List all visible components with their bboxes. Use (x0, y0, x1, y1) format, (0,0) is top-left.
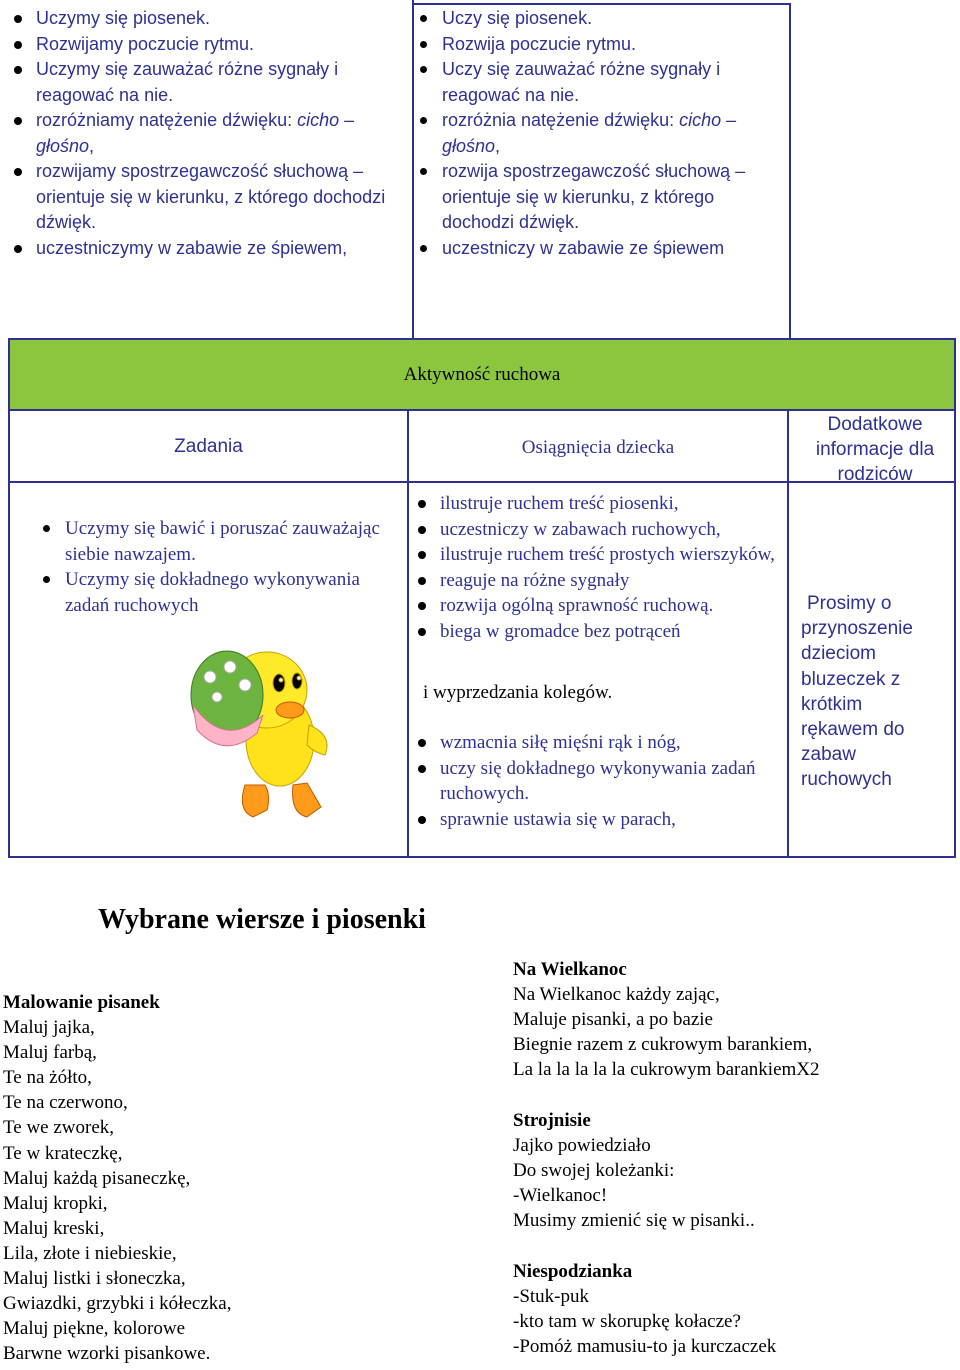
achievements-list (410, 491, 780, 644)
col-header-achievements: Osiągnięcia dziecka (521, 437, 675, 458)
poem-title: Niespodzianka (513, 1261, 633, 1282)
list-item: rozwijamy spostrzegawczość słuchową – orientuje się w kierunku, z którego dochodzi dźwięk. (6, 159, 386, 236)
achievements-list-2 (410, 730, 780, 832)
poem-title: Na Wielkanoc (513, 959, 627, 980)
list-item: rozwija ogólną sprawność ruchową. (410, 593, 780, 619)
poem-line: Te w krateczkę, (3, 1142, 123, 1164)
list-item: Uczymy się zauważać różne sygnały i reagować na nie. (6, 57, 386, 108)
poem-line: Te na czerwono, (3, 1092, 128, 1114)
list-item: Uczymy się piosenek. (6, 6, 386, 32)
list-item: Rozwijamy poczucie rytmu. (6, 32, 386, 58)
list-item: Uczymy się bawić i poruszać zauważając siebie nawzajem. (35, 516, 385, 567)
list-item: uczestniczy w zabawie ze śpiewem (412, 236, 782, 262)
list-item: Uczy się piosenek. (412, 6, 782, 32)
poem-line: Maluj kropki, (3, 1192, 108, 1214)
poem-line: Do swojej koleżanki: (513, 1160, 675, 1182)
poem-line: -Wielkanoc! (513, 1185, 608, 1207)
col-header-parents: Dodatkowe informacje dla rodziców (815, 414, 935, 485)
duckling-illustration (175, 635, 335, 830)
poem-line: Te we zworek, (3, 1117, 115, 1139)
poem-line: Biegnie razem z cukrowym barankiem, (513, 1034, 813, 1056)
poem-line: Te na żółto, (3, 1067, 92, 1089)
list-item: rozróżnia natężenie dźwięku: cicho – głośno, (412, 108, 782, 159)
poem-strojnisie (513, 1108, 953, 1233)
list-item: ilustruje ruchem treść prostych wierszyków, (410, 542, 780, 568)
poem-line: La la la la la la cukrowym barankiemX2 (513, 1059, 820, 1081)
activity-table (8, 338, 956, 858)
poem-line: -Pomóż mamusiu-to ja kurczaczek (513, 1336, 777, 1358)
list-item: rozwija spostrzegawczość słuchową – orientuje się w kierunku, z którego dochodzi dźwięk. (412, 159, 782, 236)
list-item: uczestniczy w zabawach ruchowych, (410, 517, 780, 543)
poem-line: Maluj kreski, (3, 1217, 105, 1239)
poem-niespodzianka (513, 1259, 953, 1359)
poem-line: Maluj jajka, (3, 1017, 95, 1039)
top-table (0, 0, 960, 338)
parents-info: Prosimy o przynoszenie dzieciom bluzeczek z krótkim rękawem do zabaw ruchowych (801, 593, 913, 791)
list-item: biega w gromadce bez potrąceń (410, 619, 780, 645)
poem-malowanie-pisanek (3, 990, 483, 1366)
poem-title: Strojnisie (513, 1110, 591, 1131)
list-item: Uczymy się dokładnego wykonywania zadań ruchowych (35, 567, 385, 618)
poem-line: Maluj listki i słoneczka, (3, 1268, 186, 1290)
poem-line: Barwne wzorki pisankowe. (3, 1343, 211, 1365)
list-item: Uczy się zauważać różne sygnały i reagować na nie. (412, 57, 782, 108)
poem-line: -kto tam w skorupkę kołacze? (513, 1311, 741, 1333)
list-item: Rozwija poczucie rytmu. (412, 32, 782, 58)
poem-title: Malowanie pisanek (3, 992, 160, 1013)
achievements-continuation: i wyprzedzania kolegów. (423, 682, 613, 703)
list-item: uczy się dokładnego wykonywania zadań ruchowych. (410, 756, 780, 807)
tasks-list (35, 516, 385, 618)
poem-line: Maluj piękne, kolorowe (3, 1318, 186, 1340)
top-right-list (412, 6, 782, 261)
list-item: sprawnie ustawia się w parach, (410, 807, 780, 833)
poem-line: Gwiazdki, grzybki i kółeczka, (3, 1293, 232, 1315)
col-header-tasks: Zadania (174, 436, 243, 457)
poem-line: Na Wielkanoc każdy zając, (513, 984, 720, 1006)
list-item: rozróżniamy natężenie dźwięku: cicho – głośno, (6, 108, 386, 159)
poem-line: -Stuk-puk (513, 1286, 589, 1308)
songs-heading: Wybrane wiersze i piosenki (98, 904, 426, 935)
poem-line: Maluj farbą, (3, 1042, 97, 1064)
poem-line: Jajko powiedziało (513, 1135, 651, 1157)
poem-na-wielkanoc (513, 957, 953, 1082)
top-left-list (6, 6, 386, 261)
list-item: reaguje na różne sygnały (410, 568, 780, 594)
list-item: wzmacnia siłę mięśni rąk i nóg, (410, 730, 780, 756)
poem-line: Maluj każdą pisaneczkę, (3, 1167, 191, 1189)
poem-line: Lila, złote i niebieskie, (3, 1242, 177, 1264)
section-title: Aktywność ruchowa (403, 363, 561, 385)
list-item: ilustruje ruchem treść piosenki, (410, 491, 780, 517)
section-header (10, 340, 954, 409)
list-item: uczestniczymy w zabawie ze śpiewem, (6, 236, 386, 262)
poem-line: Musimy zmienić się w pisanki.. (513, 1210, 755, 1232)
poem-line: Maluje pisanki, a po bazie (513, 1009, 713, 1031)
